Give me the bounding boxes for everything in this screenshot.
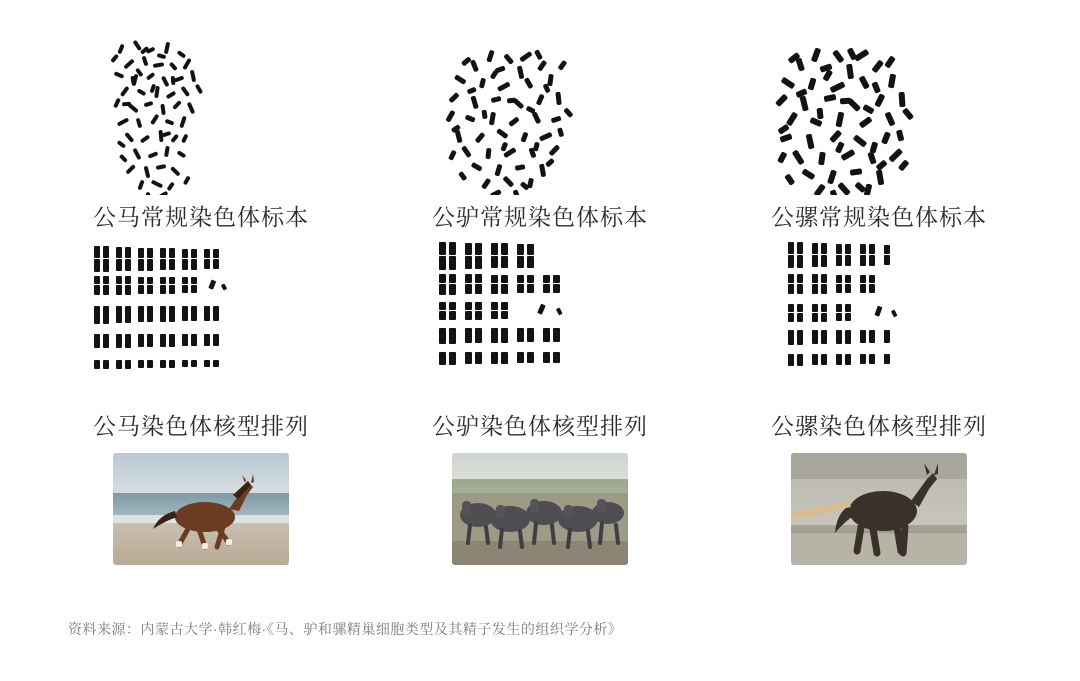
caption-karyotype-horse: 公马染色体核型排列 <box>93 413 309 439</box>
caption-spread-horse: 公马常规染色体标本 <box>93 204 309 230</box>
column-donkey <box>381 30 699 565</box>
photo-donkey <box>452 453 628 565</box>
photo-mule <box>791 453 967 565</box>
caption-spread-mule: 公骡常规染色体标本 <box>771 204 987 230</box>
chromosome-spread-horse <box>51 30 351 195</box>
karyotype-donkey <box>390 242 690 402</box>
caption-karyotype-donkey: 公驴染色体核型排列 <box>432 413 648 439</box>
source-note: 资料来源：内蒙古大学·韩红梅·《马、驴和骡精巢细胞类型及其精子发生的组织学分析》 <box>68 621 623 637</box>
chromosome-spread-donkey <box>390 30 690 195</box>
chromosome-spread-mule <box>729 30 1029 195</box>
photo-horse <box>113 453 289 565</box>
karyotype-mule <box>729 242 1029 402</box>
caption-spread-donkey: 公驴常规染色体标本 <box>432 204 648 230</box>
column-horse <box>42 30 360 565</box>
karyotype-horse <box>51 242 351 402</box>
column-mule <box>720 30 1038 565</box>
caption-karyotype-mule: 公骡染色体核型排列 <box>771 413 987 439</box>
